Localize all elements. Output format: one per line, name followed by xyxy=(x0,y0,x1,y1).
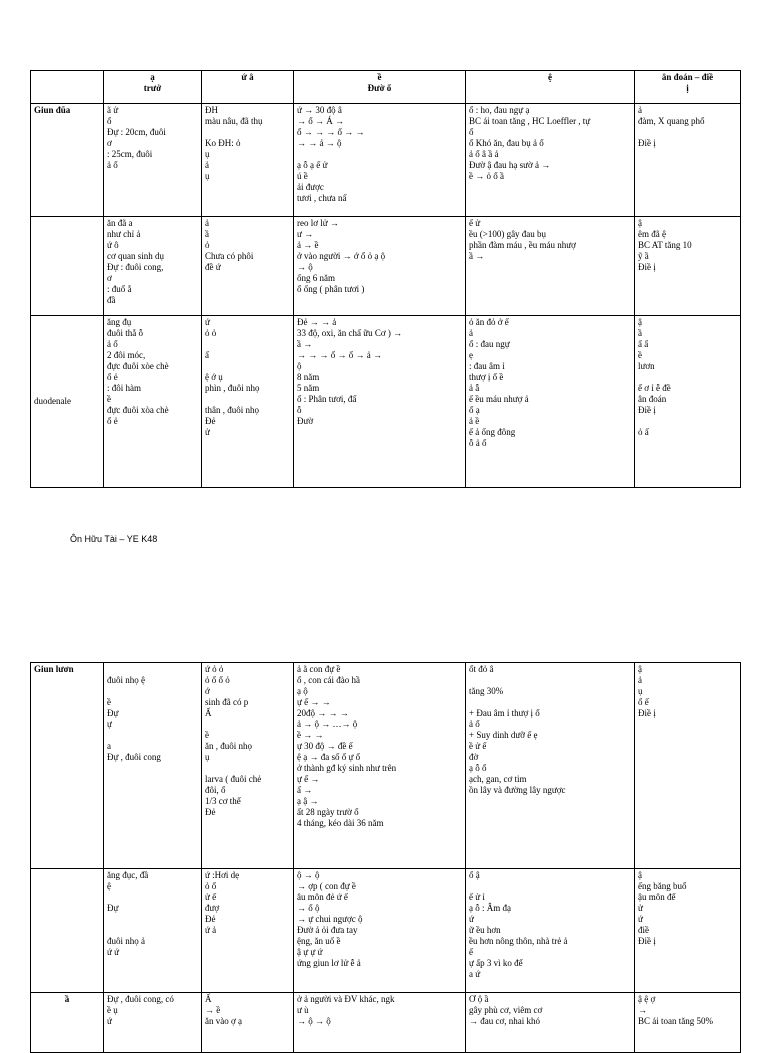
table-cell: ả ã con đự ề ổ , con cái đào hầ ạ ộ ự ế → → 20độ → → → ả → ộ → …→ ộ ề → → ự 30 độ → đề ế ệ ạ → đa số ổ ự ổ ở thành gđ ký sinh như trên ự ế → ấ → ạ ậ → ất 28 ngày trườ ổ 4 tháng, kéo dài 36 năm xyxy=(294,663,466,869)
table-cell: ổt đỏ â tăng 30% + Đau âm ỉ thượ ị ổ ả ổ + Suy dinh dưỡ ế ẹ ề ử ế đờ ạ ỗ ổ ạch, gan, cơ tim ồn lây và đường lây ngược xyxy=(466,663,635,869)
table-cell: ổ ậ ế ử ỉ ạ ỗ : Âm đạ ứ ữ ều hơn ều hơn nông thôn, nhà trẻ ả ế ự ấp 3 vì ko để a ứ xyxy=(466,869,635,993)
table-cell: ăng đụ đuôi thẳ ỗ ả ổ 2 đôi móc, đực đuôi xòe chè ổ ẻ : đôi hàm ề đực đuôi xòa chè ổ ẻ xyxy=(104,316,202,488)
table-cell: ứ ỏ ỏ ấ ệ ớ ụ phìn , đuôi nhọ thân , đuôi nhọ Đẻ ử xyxy=(202,316,294,488)
header-cell: ạ trưở xyxy=(104,71,202,104)
table-cell: ỏ ăn đỏ ở ế ả ổ : đau ngự ẹ : đau âm ỉ thượ ị ổ ề ả ẫ ế ều máu nhượ ả ổ ạ ả ề ế ả ống đông ỗ ả ổ xyxy=(466,316,635,488)
table-cell: Ơ ộ ầ gây phù cơ, viêm cơ → đau cơ, nhai khó xyxy=(466,993,635,1053)
row-heading xyxy=(31,217,104,316)
table-cell: ã ử ổ Đự : 20cm, đuôi ơ : 25cm, đuôi ả ổ xyxy=(104,104,202,217)
row-heading: Giun đũa xyxy=(31,104,104,217)
table-cell: ăn đã a như chỉ ả ứ ô cơ quan sinh dụ Đự : đuôi cong, ơ : đuổ ẳ đầ xyxy=(104,217,202,316)
table-cell: ả ầ ỏ Chưa có phôi đề ứ xyxy=(202,217,294,316)
parasite-table-1 xyxy=(30,70,741,488)
row-heading: ầ xyxy=(31,993,104,1053)
table-cell: ậ ả ụ ổ ế Điề ị xyxy=(635,663,741,869)
table-row xyxy=(31,663,741,869)
table-cell: reo lơ lử → ư → ả → ề ở vào người → ớ ổ ỏ ạ ộ → ộ ống 6 năm ổ ống ( phân tươi ) xyxy=(294,217,466,316)
table-cell: ộ → ộ → ợp ( con đự ề âu môn đẻ ứ ế → ổ ộ → ự chui ngược ộ Đườ ả ỏi đưa tay ệng, ăn uố ề ậ ự ự ứ ứng giun lơ lử ễ ả xyxy=(294,869,466,993)
row-heading: duodenale xyxy=(31,316,104,488)
table-row xyxy=(31,869,741,993)
table-cell: ứ → 30 độ â → ổ → Á → ổ → → → ổ → → → → ả → ộ ạ ỗ ạ ế ử ú ề ải được tươi , chưa nấ xyxy=(294,104,466,217)
header-cell: ệ xyxy=(466,71,635,104)
table-row xyxy=(31,217,741,316)
table-cell: Ấ → ề ăn vào ợ ạ xyxy=(202,993,294,1053)
table-cell: ĐH màu nâu, đã thụ Ko ĐH: ỏ ụ ả ụ xyxy=(202,104,294,217)
table-cell: ậ ầ ẩ ẩ ề lươn ể ơ ỉ ễ đề ân đoán Điề ị ỏ ấ xyxy=(635,316,741,488)
header-cell: ứ â xyxy=(202,71,294,104)
table-cell: ổ : ho, đau ngự ạ BC ái toan tăng , HC Loeffler , tự ổ ổ Khó ăn, đau bụ ả ổ ả ổ â ầ ả Đườ ậ đau hạ sườ ả → ề → ỏ ổ ầ xyxy=(466,104,635,217)
table-cell: Đẻ → → ả 33 độ, oxi, ăn chấ ữu Cơ ) → ầ → → → → ổ → ổ → ả → ộ 8 năm 5 năm ổ : Phân tươi, đấ ỗ Đườ xyxy=(294,316,466,488)
table-cell: ăng đục, đầ ệ Đự đuôi nhọ ả ứ ứ xyxy=(104,869,202,993)
table-row xyxy=(31,104,741,217)
table-cell: ứ :Hơi dẹ ỏ ổ ử ế đượ Đẻ ứ ả xyxy=(202,869,294,993)
row-heading: Giun lươn xyxy=(31,663,104,869)
table-cell: ứ ỏ ỏ ỏ ổ ổ ỏ ớ sinh đã có p Ấ ề ăn , đuôi nhọ ụ larva ( đuôi chẻ đôi, ổ 1/3 cơ thể Đẻ xyxy=(202,663,294,869)
table-cell: ậ ếng băng buổ ậu môn để ử ứ điề Điề ị xyxy=(635,869,741,993)
header-cell: ề Đườ ổ xyxy=(294,71,466,104)
table-cell: đuôi nhọ ệ ề Đự ự a Đự , đuôi cong xyxy=(104,663,202,869)
header-cell xyxy=(31,71,104,104)
table-row xyxy=(31,993,741,1053)
parasite-table-2 xyxy=(30,662,741,1053)
row-heading xyxy=(31,869,104,993)
table-cell: ậ êm đã ệ BC AT tăng 10 ỹ ầ Điề ị xyxy=(635,217,741,316)
table-row xyxy=(31,316,741,488)
table-header-row xyxy=(31,71,741,104)
table-cell: ở ả người và ĐV khác, ngk ư ù → ộ → ộ xyxy=(294,993,466,1053)
table-cell: ậ ệ ợ → BC ái toan tăng 50% xyxy=(635,993,741,1053)
table-cell: ế ử ều (>100) gây đau bụ phần đàm máu , ều máu nhượ ầ → xyxy=(466,217,635,316)
table-cell: ả đàm, X quang phổ Điề ị xyxy=(635,104,741,217)
author-credit: Ôn Hữu Tài – YE K48 xyxy=(70,534,158,544)
table-cell: Đự , đuôi cong, có ề ụ ứ xyxy=(104,993,202,1053)
header-cell: ân đoán – điề ị xyxy=(635,71,741,104)
